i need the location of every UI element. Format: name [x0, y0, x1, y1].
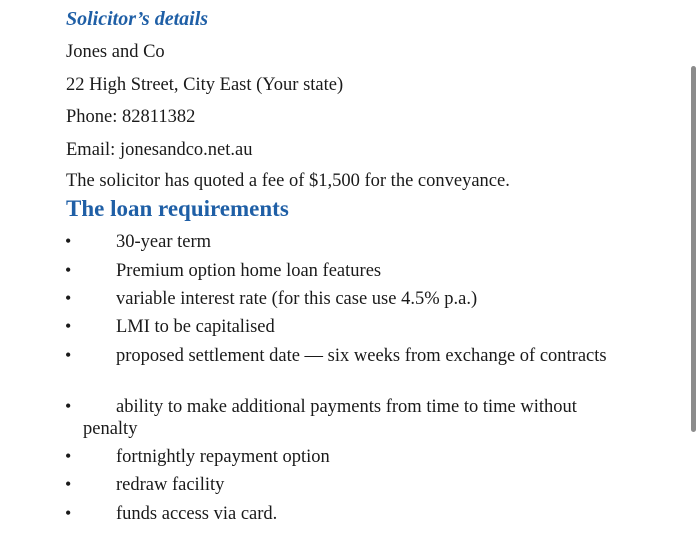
list-item-text: LMI to be capitalised	[116, 317, 275, 337]
bullet-icon: •	[65, 231, 72, 251]
solicitor-fee-note: The solicitor has quoted a fee of $1,500 for the conveyance.	[66, 171, 510, 191]
bullet-icon: •	[65, 345, 72, 365]
bullet-icon: •	[65, 316, 72, 336]
bullet-icon: •	[65, 260, 72, 280]
solicitor-name: Jones and Co	[66, 42, 165, 62]
bullet-icon: •	[65, 288, 72, 308]
bullet-icon: •	[65, 503, 72, 523]
list-item-text: 30-year term	[116, 232, 212, 252]
list-item-text: Premium option home loan features	[116, 261, 382, 281]
list-item-text: funds access via card.	[116, 504, 278, 524]
bullet-icon: •	[65, 446, 72, 466]
solicitor-address: 22 High Street, City East (Your state)	[66, 75, 344, 95]
vertical-scrollbar[interactable]	[691, 66, 696, 432]
list-item-text: ability to make additional payments from time to time without penalty	[83, 397, 577, 439]
solicitor-phone: Phone: 82811382	[66, 107, 196, 127]
list-item-text: fortnightly repayment option	[116, 447, 330, 467]
solicitor-email: Email: jonesandco.net.au	[66, 140, 253, 160]
list-item-text: proposed settlement date — six weeks from exchange of contracts	[116, 346, 607, 366]
bullet-icon: •	[65, 396, 72, 416]
list-item-text: redraw facility	[116, 475, 225, 495]
solicitor-details-heading: Solicitor’s details	[66, 8, 209, 30]
bullet-icon: •	[65, 474, 72, 494]
loan-requirements-heading: The loan requirements	[66, 196, 289, 221]
list-item-text: variable interest rate (for this case use 4.5% p.a.)	[116, 289, 478, 309]
